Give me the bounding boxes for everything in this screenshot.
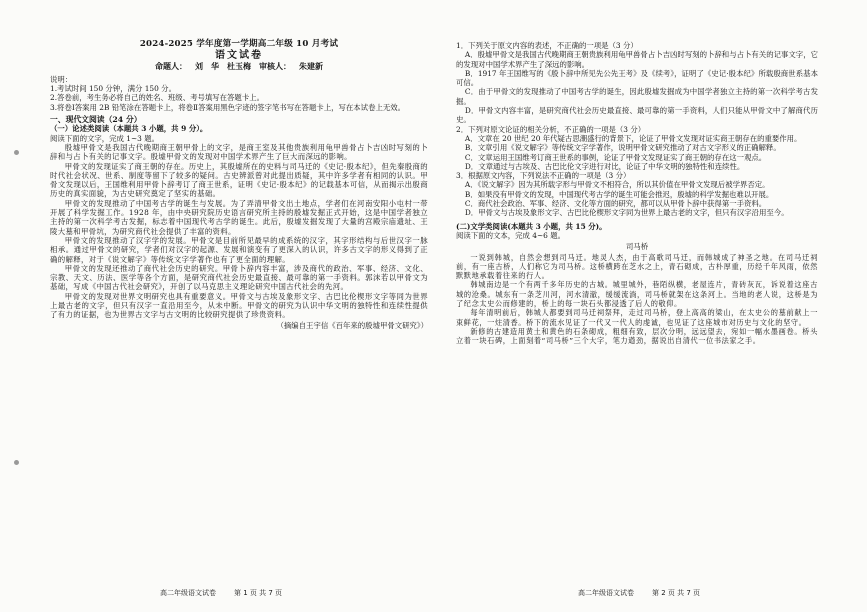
footer-label: 高二年级语文试卷	[160, 589, 216, 597]
page-footer-left	[160, 588, 300, 598]
question-option: C．商代社会政治、军事、经济、文化等方面的研究，都可以从甲骨卜辞中获得第一手资料。	[464, 199, 767, 209]
story-text	[456, 253, 818, 346]
question-1	[456, 41, 818, 125]
question-option: B．文章引用《说文解字》等传统文字学著作，说明甲骨文研究推动了对古文字形义的正确解释。	[464, 143, 781, 153]
setter-name: 杜玉梅	[227, 60, 251, 71]
question-option: B．1917 年王国维写的《殷卜辞中所见先公先王考》及《续考》，证明了《史记·殷本纪》所载殷商世系基本可信。	[456, 68, 818, 88]
subject-title: 语文试卷	[215, 50, 263, 62]
question-option: A．殷墟甲骨文是我国古代晚期商王朝贵族利用龟甲兽骨占卜吉凶时写刻的卜辞和与占卜有关的记事文字，它的发现对中国学术界产生了深远的影响。	[456, 50, 818, 69]
subsection-heading: (二)文学类阅读(本题共 3 小题，共 15 分)。	[456, 221, 607, 231]
story-paragraph: 新修的古建造用黄土和黄色的石条砌成，粗细有致，层次分明，远远望去，宛如一幅水墨画卷。桥头立着一块石碑，上面刻着“司马桥”三个大字，笔力遒劲，据说出自清代一位书法家之手。	[456, 326, 818, 346]
story-paragraph: 韩城南边是一个有两千多年历史的古城。城里城外，巷陌纵横，老屋连片，青砖灰瓦，诉说着这座古城的沧桑。城东有一条芝川河，河水清澈，缓缓流淌，司马桥就架在这条河上。当地的老人说，这桥是为了纪念太史公而修建的，桥上的每一块石头都浸透了后人的敬仰。	[456, 280, 818, 309]
passage-paragraph: 甲骨文的发现还推动了商代社会历史的研究。甲骨卜辞内容丰富，涉及商代的政治、军事、经济、文化、宗教、天文、历法、医学等各个方面，是研究商代社会历史最直接、最可靠的第一手资料。郭沫若以甲骨文为基础，写成《中国古代社会研究》，开创了以马克思主义理论研究中国古代社会的先河。	[50, 263, 428, 292]
story-paragraph: 一说到韩城，自然会想到司马迁。地灵人杰，由于高歌司马迁，而韩城成了神圣之地。在司马迁祠前，有一座古桥，人们称它为司马桥。这桥横跨在芝水之上，青石砌成，古朴厚重，历经千年风雨，依然默默地承载着往来的行人。	[456, 252, 818, 281]
note-line: 1.考试时间 150 分钟，满分 150 分。	[50, 84, 176, 94]
exam-notes	[50, 75, 428, 112]
reading-instruction: 阅读下面的文字，完成 1~3 题。	[50, 133, 159, 143]
page-number: 第 2 页 共 7 页	[652, 589, 701, 597]
note-line: 说明：	[50, 74, 73, 84]
reading-instruction: 阅读下面的文本，完成 4~6 题。	[456, 230, 565, 240]
passage	[50, 143, 428, 330]
passage-paragraph: 甲骨文的发现证实了商王朝的存在。历史上，其殷墟所在的史料与司马迁的《史记·殷本纪》，但先秦殷商的时代社会状况、世系、制度等留下了较多的疑问。古史辨派曾对此提出质疑，其中许多学者有相同的认识。甲骨文发现以后，王国维利用甲骨卜辞考订了商王世系，证明《史记·殷本纪》的记载基本可信，从而揭示出殷商历史的真实面貌，为古史研究奠定了坚实的基础。	[50, 161, 428, 199]
passage-paragraph: 甲骨文的发现推动了汉字学的发展。甲骨文是目前所见最早的成系统的汉字，其字形结构与后世汉字一脉相承。通过甲骨文的研究，学者们对汉字的起源、发展和演变有了更深入的认识，许多古文字的形义得到了正确的解释，对于《说文解字》等传统文字学著作也有了更全面的理解。	[50, 235, 428, 264]
question-2	[456, 125, 818, 171]
footer-label: 高二年级语文试卷	[578, 589, 634, 597]
story-title: 司马桥	[625, 242, 649, 252]
setters-label: 命题人：	[155, 60, 187, 71]
note-line: 3.将卷Ⅰ答案用 2B 铅笔涂在答题卡上，将卷Ⅱ答案用黑色字迹的签字笔书写在答题卡上，写在本试卷上无效。	[50, 102, 406, 112]
question-stem: 3．根据原文内容，下列说法不正确的一项是（3 分）	[456, 171, 631, 181]
page-footer-right	[578, 588, 718, 598]
question-option: A．文章在 20 世纪 20 年代疑古思潮盛行的背景下，论证了甲骨文发现对证实商王朝存在的重要作用。	[464, 133, 802, 143]
page-left	[50, 40, 428, 330]
question-option: A．《说文解字》因为其所载字形与甲骨文不相符合，所以其价值在甲骨文发现后被学界否定。	[464, 180, 770, 190]
passage-source: （摘编自王宇信《百年来的殷墟甲骨文研究》）	[276, 320, 428, 330]
subsection-heading: （一）论述类阅读（本题共 3 小题，共 9 分）。	[50, 124, 208, 134]
passage-paragraph: 甲骨文的发现推动了中国考古学的诞生与发展。为了弄清甲骨文出土地点，学者们在河南安阳小屯村一带开展了科学发掘工作。1928 年，由中央研究院历史语言研究所主持的殷墟发掘正式开始，这是中国学者独立主持的第一次科学考古发掘，标志着中国现代考古学的诞生。此后，殷墟发掘发现了大量的宫殿宗庙遗址、王陵大墓和甲骨坑，为研究商代社会提供了丰富的资料。	[50, 198, 428, 236]
question-option: C．由于甲骨文的发现推动了中国考古学的诞生，因此殷墟发掘成为中国学者独立主持的第一次科学考古发掘。	[456, 87, 818, 106]
setter-name: 刘 华	[195, 60, 219, 71]
question-option: B．如果没有甲骨文的发现，中国现代考古学的诞生可能会推迟，殷墟的科学发掘也难以开展。	[464, 189, 774, 199]
passage-paragraph: 殷墟甲骨文是我国古代晚期商王朝甲骨上的文字，是商王室及其他贵族利用龟甲兽骨占卜吉凶时写刻的卜辞和与占卜有关的记事文字。殷墟甲骨文的发现对中国学术界产生了巨大而深远的影响。	[50, 142, 428, 162]
note-line: 2.答卷前，考生务必将自己的姓名、班级、考号填写在答题卡上。	[50, 93, 264, 103]
page-number: 第 1 页 共 7 页	[234, 589, 283, 597]
reviewer-name: 朱建新	[299, 60, 323, 71]
question-option: C．文章运用王国维考订商王世系的事例，论证了甲骨文发现证实了商王朝的存在这一观点。	[464, 152, 767, 162]
story-paragraph: 每年清明前后，韩城人都要到司马迁祠祭拜，走过司马桥，登上高高的梁山，在太史公的墓前献上一束鲜花，一炷清香。桥下的流水见证了一代又一代人的虔诚，也见证了这座城市对历史与文化的坚守。	[456, 308, 818, 327]
question-option: D．甲骨文与古埃及象形文字、古巴比伦楔形文字同为世界上最古老的文字，但只有汉字沿用至今。	[464, 208, 789, 218]
question-stem: 1．下列关于原文内容的表述，不正确的一项是（3 分）	[456, 41, 638, 50]
page-right	[456, 41, 818, 346]
exam-authors	[50, 62, 428, 71]
question-3	[456, 171, 818, 217]
question-stem: 2．下列对原文论证的相关分析，不正确的一项是（3 分）	[456, 124, 646, 134]
binding-hole	[14, 460, 19, 465]
question-option: D．甲骨文内容丰富，是研究商代社会历史最直接、最可靠的第一手资料，人们只能从甲骨文中了解商代历史。	[456, 106, 818, 125]
exam-title: 2024-2025 学年度第一学期高二年级 10 月考试	[139, 39, 339, 49]
reviewer-label: 审核人：	[259, 60, 291, 71]
section-heading: 一、现代文阅读（24 分）	[50, 115, 142, 125]
passage-paragraph: 甲骨文的发现对世界文明研究也具有重要意义。甲骨文与古埃及象形文字、古巴比伦楔形文字等同为世界上最古老的文字，但只有汉字一直沿用至今，从未中断。甲骨文的研究为认识中华文明的独特性和连续性提供了有力的证据，也为世界古文字与古文明的比较研究提供了珍贵资料。	[50, 291, 428, 320]
binding-hole	[14, 150, 19, 155]
question-option: D．文章通过与古埃及、古巴比伦文字进行对比，论证了中华文明的独特性和连续性。	[464, 161, 745, 171]
